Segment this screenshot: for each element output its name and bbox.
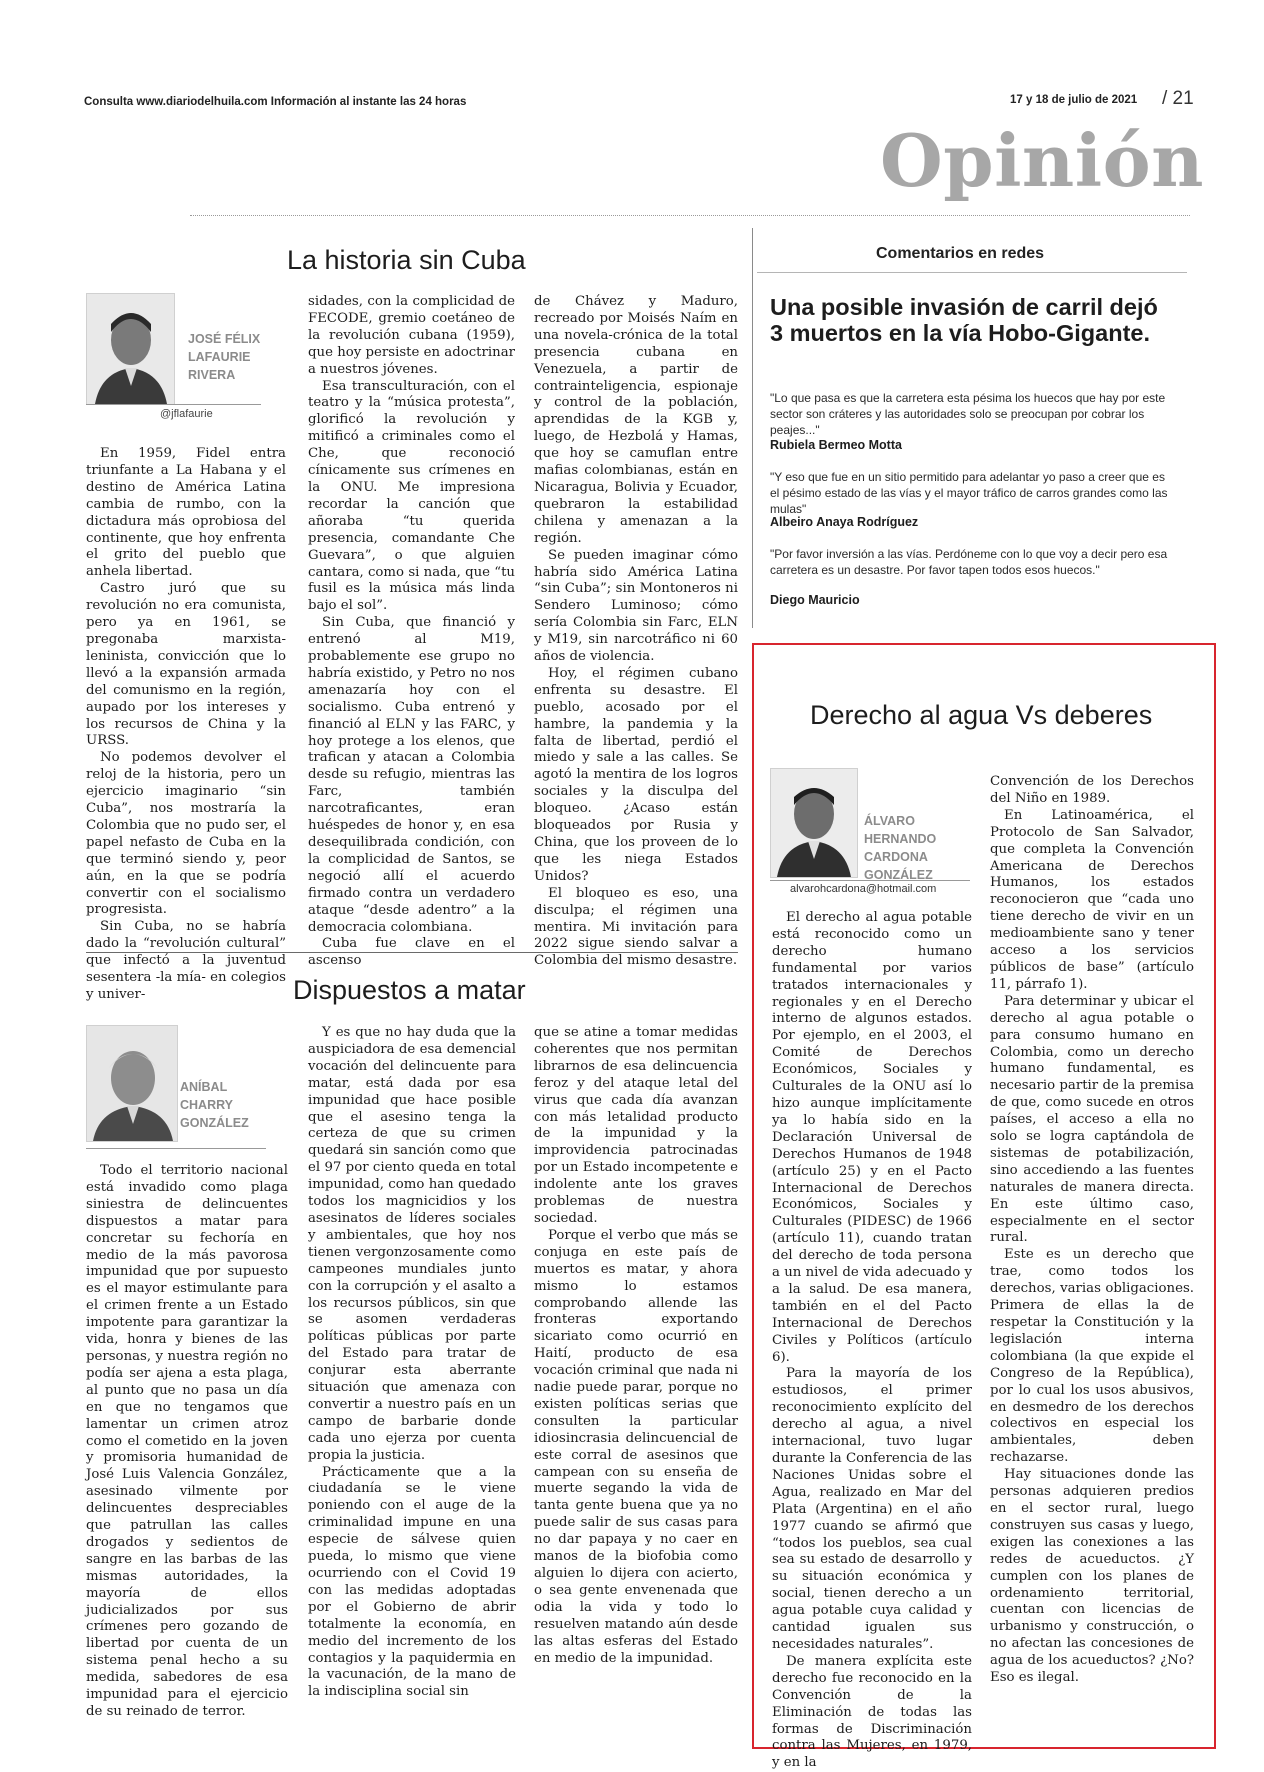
comment-quote: "Por favor inversión a las vías. Perdóneme con lo que voy a decir pero esa carretera es un desastre. Por favor tapen todos esos huecos." xyxy=(770,547,1168,577)
paragraph: De manera explícita este derecho fue reconocido en la Convención de la Eliminación de todas las formas de Discriminación contra las Mujeres, en 1979, y en la xyxy=(772,1653,972,1771)
paragraph: Sin Cuba, que financió y entrenó al M19, probablemente ese grupo no habría existido, y Petro no nos amenazaría hoy con el socialismo. Cuba entrenó y financió al ELN y las FARC, y hoy protege a los elenos, que trafican y atacan a Colombia desde su refugio, mientras las Farc, también narcotraficantes, eran huéspedes de honor y, en esa desequilibrada condición, con la complicidad de Santos, se negoció allí el acuerdo firmado contra un verdadero ataque “desde adentro” a la democracia colombiana. xyxy=(308,615,515,935)
paragraph: sidades, con la complicidad de FECODE, gremio coetáneo de la revolución cubana (1959), que hoy persiste en adoctrinar a nuestros jóvenes. xyxy=(308,294,515,377)
comments-title: Comentarios en redes xyxy=(876,245,1045,262)
author-photo-icon xyxy=(771,769,857,877)
article1-column-2 xyxy=(308,294,515,969)
paragraph: Convención de los Derechos del Niño en 1989. xyxy=(990,774,1194,806)
paragraph: Sin Cuba, no se habría dado la “revolución cultural” que infectó a la juventud sesentera -la mía- en colegios y univer- xyxy=(86,919,286,1002)
article3-column-2 xyxy=(990,774,1194,1686)
paragraph: El derecho al agua potable está reconocido como un derecho humano fundamental por varios tratados internacionales y regionales y en el Derecho interno de algunos estados. Por ejemplo, en el 2003, el Comité de Derechos Económicos, Sociales y Culturales de la ONU así lo hizo aunque implícitamente ya lo había sido en la Declaración Universal de Derechos Humanos de 1948 (artículo 25) y en el Pacto Internacional de Derechos Económicos, Sociales y Culturales (PIDESC) de 1966 (artículo 11), cuando tratan del derecho de toda persona a un nivel de vida adecuado y a la salud. De esa manera, también en el del Pacto Internacional de Derechos Civiles y Políticos (artículo 6). xyxy=(772,910,972,1365)
section-divider xyxy=(86,952,738,953)
article3-photo-rule xyxy=(770,880,970,881)
article3-author-email[interactable]: alvarohcardona@hotmail.com xyxy=(790,883,937,895)
article1-photo-rule xyxy=(86,404,261,405)
author-line: CHARRY xyxy=(180,1098,234,1112)
comment-author: Diego Mauricio xyxy=(770,593,860,607)
article1-column-1 xyxy=(86,446,286,1002)
article2-column-1 xyxy=(86,1163,288,1719)
paragraph: Hoy, el régimen cubano enfrenta su desastre. El pueblo, acosado por el hambre, la pandemia y la falta de libertad, perdió el miedo y sale a las calles. Se agotó la mentira de los logros sociales y la disculpa del bloqueo. ¿Acaso están bloqueados por Rusia y China, que los proveen de lo que les niega Estados Unidos? xyxy=(534,665,738,884)
paragraph: Todo el territorio nacional está invadido como plaga siniestra de delincuentes dispuestos a matar para concretar su fechoría en medio de la más pavorosa impunidad que por supuesto es el mayor estimulante para el crimen frente a un Estado impotente para garantizar la vida, honra y bienes de las personas, y nuestra región no podía ser ajena a esta plaga, al punto que no pasa un día en que no tengamos que lamentar un crimen atroz como el cometido en la joven y promisoria humanidad de José Luis Valencia González, asesinado vilmente por delincuentes despreciables que patrullan las calles drogados y sedientos de sangre en las barbas de las mismas autoridades, la mayoría de ellos judicializados por sus crímenes pero gozando de libertad por cuenta de un sistema penal hecho a su medida, sabedores de esa impunidad para el ejercicio de su reinado de terror. xyxy=(86,1163,288,1719)
comments-rule xyxy=(757,272,1187,273)
article2-column-3 xyxy=(534,1025,738,1679)
author-line: ÁLVARO xyxy=(864,814,915,828)
article2-author-photo xyxy=(86,1025,178,1142)
paragraph: de Chávez y Maduro, recreado por Moisés Naím en una novela-crónica de la total presencia cubana en Venezuela, a partir de contrainteligencia, espionaje y control de la población, aprendidas de la KGB y, luego, de Hezbolá y Hamas, que hoy se camuflan entre mafias colombianas, están en Nicaragua, Bolivia y Ecuador, quebraron la estabilidad chilena y amenazan a la región. xyxy=(534,294,738,546)
author-photo-icon xyxy=(87,294,174,404)
author-line: LAFAURIE xyxy=(188,350,251,364)
paragraph: Porque el verbo que más se conjuga en este país de muertos es matar, y ahora mismo lo estamos comprobando allende las fronteras exportando sicariato como ocurrió en Haití, producto de esa vocación criminal que nada ni nadie puede parar, porque no existen políticas serias que consulten la particular idiosincrasia delincuencial de este corral de asesinos que campean con su enseña de muerte segando la vida de tanta gente buena que ya no puede salir de sus casas para no dar papaya y no caer en manos de la biofobia como alguien lo dijera con acierto, o sea gente envenenada que odia la vida y todo lo resuelven matando aún desde las altas esferas del Estado en medio de la impunidad. xyxy=(534,1227,738,1666)
column-divider xyxy=(752,228,753,628)
author-line: CARDONA xyxy=(864,850,928,864)
paragraph: Y es que no hay duda que la auspiciadora de esa demencial vocación del delincuente para matar, está dada por esa impunidad que hace posible que el asesino tenga la certeza de que su crimen quedará sin sanción como que el 97 por ciento queda en total impunidad, como han quedado todos los magnicidios y los asesinatos de líderes sociales y ambientales, que hoy nos tienen vergonzosamente como campeones mundiales junto con la corrupción y el asalto a los recursos públicos, sin que se asomen verdaderas políticas públicas por parte del Estado para tratar de conjurar esta aberrante situación que amenaza con convertir a nuestro país en un campo de barbarie donde cada uno ejerza por cuenta propia la justicia. xyxy=(308,1025,516,1463)
paragraph: Se pueden imaginar cómo habría sido América Latina “sin Cuba”; sin Montoneros ni Sendero Luminoso; cómo sería Colombia sin Farc, ELN y M19, sin narcotráfico ni 60 años de violencia. xyxy=(534,547,738,665)
article1-title: La historia sin Cuba xyxy=(287,245,526,275)
article2-column-2 xyxy=(308,1025,516,1700)
paragraph: Para la mayoría de los estudiosos, el primer reconocimiento explícito del derecho al agua, a nivel internacional, tuvo lugar durante la Conferencia de las Naciones Unidas sobre el Agua, realizado en Mar del Plata (Argentina) en el año 1977 cuando se afirmó que “todos los pueblos, sea cual sea su estado de desarrollo y su situación económica y social, tienen derecho a un agua potable cuya calidad y cantidad igualen sus necesidades naturales”. xyxy=(772,1366,972,1652)
author-line: HERNANDO xyxy=(864,832,937,846)
author-line: GONZÁLEZ xyxy=(180,1116,249,1130)
author-line: RIVERA xyxy=(188,368,236,382)
section-title: Opinión xyxy=(880,118,1204,203)
article3-author-name xyxy=(864,812,936,884)
paragraph: El bloqueo es eso, una disculpa; el régimen una mentira. Mi invitación para 2022 sigue siendo salvar a Colombia del mismo desastre. xyxy=(534,885,738,969)
article3-title: Derecho al agua Vs deberes xyxy=(810,700,1153,730)
article1-author-name xyxy=(188,330,260,384)
paragraph: Para determinar y ubicar el derecho al agua potable o para consumo humano en Colombia, como un derecho humano fundamental, es necesario partir de la premisa de que, como sucede en otros países, el acceso a ella no solo se logra captándola de sistemas de potabilización, sino accediendo a las fuentes naturales de manera directa. En este último caso, especialmente en el sector rural. xyxy=(990,993,1194,1246)
comment-quote: "Lo que pasa es que la carretera esta pésima los huecos que hay por este sector son cráteres y las autoridades solo se preocupan por cobrar los peajes..." xyxy=(770,391,1166,437)
paragraph: En 1959, Fidel entra triunfante a La Habana y el destino de América Latina cambia de rumbo, con la dictadura más oprobiosa del continente, que hoy enfrenta el grito del pueblo que anhela libertad. xyxy=(86,446,286,580)
header-date: 17 y 18 de julio de 2021 xyxy=(1010,94,1138,106)
article1-author-photo xyxy=(86,293,175,405)
article2-title: Dispuestos a matar xyxy=(293,975,526,1005)
article1-handle: @jflafaurie xyxy=(160,408,213,420)
comment-author: Albeiro Anaya Rodríguez xyxy=(770,515,919,529)
paragraph: Hay situaciones donde las personas adquieren predios en el sector rural, luego construyen sus casas y luego, exigen las conexiones a las redes de acueductos. ¿Y cumplen con los planes de ordenamiento territorial, cuentan con licencias de urbanismo y construcción, o no afectan las concesiones de agua de los acueductos? ¿No? Eso es ilegal. xyxy=(990,1467,1194,1686)
article2-photo-rule xyxy=(86,1148,266,1149)
paragraph: que se atine a tomar medidas coherentes que nos permitan librarnos de esa delincuencia feroz y del ataque letal del virus que cada día avanzan con más letalidad producto de la impunidad y la improvidencia patrocinadas por un Estado incompetente e indolente ante los graves problemas de nuestra sociedad. xyxy=(534,1025,738,1226)
paragraph: Castro juró que su revolución no era comunista, pero ya en 1961, se pregonaba marxista-leninista, convicción que lo llevó a la expansión armada del comunismo en la región, aupado por los intereses y los recursos de China y la URSS. xyxy=(86,581,286,749)
comment-author: Rubiela Bermeo Motta xyxy=(770,438,902,452)
author-photo-icon xyxy=(87,1026,177,1141)
comment-quote: "Y eso que fue en un sitio permitido para adelantar yo paso a creer que es el pésimo estado de las vías y el mayor tráfico de carros grandes como las mulas" xyxy=(770,470,1168,516)
header-divider xyxy=(190,215,1190,216)
author-line: GONZÁLEZ xyxy=(864,868,933,882)
article2-author-name xyxy=(180,1078,249,1132)
author-line: JOSÉ FÉLIX xyxy=(188,332,261,346)
paragraph: Cuba fue clave en el ascenso xyxy=(308,936,515,969)
article1-column-3 xyxy=(534,294,738,969)
header-site-line: Consulta www.diariodelhuila.com Información al instante las 24 horas xyxy=(84,96,467,108)
paragraph: En Latinoamérica, el Protocolo de San Salvador, que completa la Convención Americana de Derechos Humanos, los estados reconocieron que “cada uno tiene derecho de vivir en un medioambiente sano y tener acceso a los servicios públicos de base” (artículo 11, párrafo 1). xyxy=(990,807,1194,992)
paragraph: Esa transculturación, con el teatro y la “música protesta”, glorificó la revolución y mitificó a criminales como el Che, que reconoció cínicamente sus crímenes en la ONU. Me impresiona recordar la canción que añoraba “tu querida presencia, comandante Che Guevara”, o que alguien cantara, como si nada, que “tu fusil es la música más linda bajo el sol”. xyxy=(308,378,515,614)
paragraph: No podemos devolver el reloj de la historia, pero un ejercicio imaginario “sin Cuba”, nos mostraría la Colombia que no pudo ser, el papel nefasto de Cuba en la que terminó siendo y, peor aún, en la que se podría convertir con el socialismo progresista. xyxy=(86,750,286,918)
paragraph: Este es un derecho que trae, como todos los derechos, varias obligaciones. Primera de ellas la de respetar la Constitución y la legislación interna colombiana (la que expide el Congreso de la República), por lo cual los usos abusivos, en desmedro de los derechos colectivos en especial los ambientales, deben rechazarse. xyxy=(990,1247,1194,1466)
comments-headline: Una posible invasión de carril dejó 3 muertos en la vía Hobo-Gigante. xyxy=(770,294,1158,346)
author-line: ANÍBAL xyxy=(180,1080,228,1094)
page-number: / 21 xyxy=(1162,88,1194,109)
paragraph: Prácticamente que a la ciudadanía se le viene poniendo con el auge de la criminalidad impune en una especie de sálvese quien pueda, lo mismo que viene ocurriendo con el Covid 19 con las medidas adoptadas por el Gobierno de abrir totalmente la economía, en medio del incremento de los contagios y la paquidermia en la vacunación, de la mano de la indisciplina social sin xyxy=(308,1464,516,1700)
article3-author-photo xyxy=(770,768,858,878)
article3-column-1 xyxy=(772,910,972,1771)
